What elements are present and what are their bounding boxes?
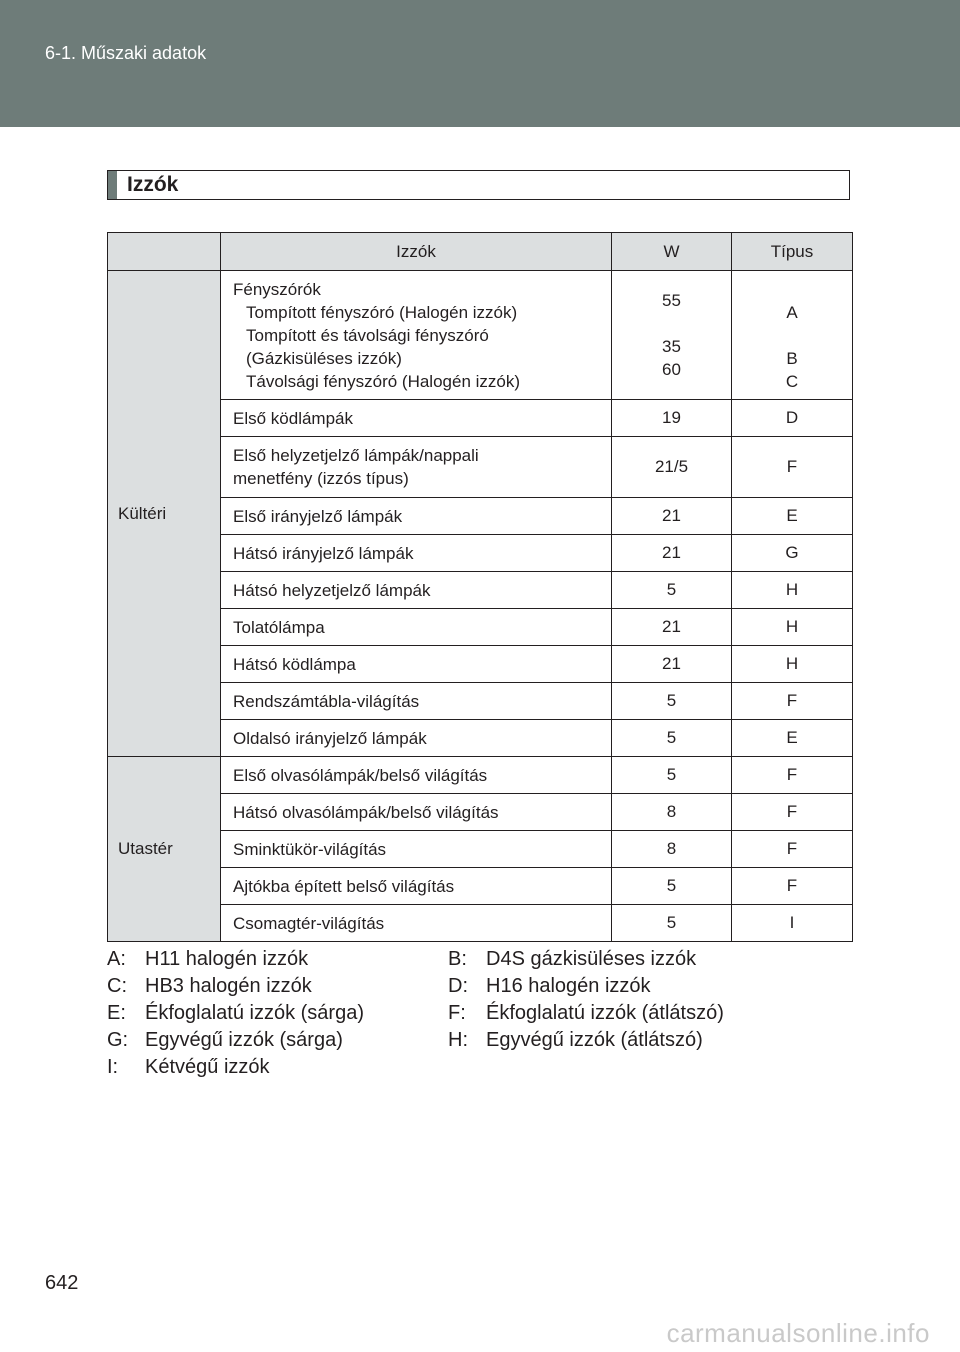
bulb-name: Csomagtér-világítás xyxy=(221,905,612,942)
bulb-type: H xyxy=(732,572,853,609)
bulb-type: F xyxy=(732,683,853,720)
bulb-name: Hátsó ködlámpa xyxy=(221,646,612,683)
bulb-name: Hátsó olvasólámpák/belső világítás xyxy=(221,794,612,831)
column-header-group xyxy=(108,233,221,271)
watt-line xyxy=(612,312,731,335)
page-number: 642 xyxy=(45,1272,79,1294)
legend-key: H: xyxy=(448,1029,468,1051)
column-header-type: Típus xyxy=(732,233,853,271)
watt-line: 55 xyxy=(662,291,681,310)
bulb-name: Első ködlámpák xyxy=(221,400,612,437)
bulb-name: Hátsó irányjelző lámpák xyxy=(221,535,612,572)
table-row xyxy=(108,271,853,400)
bulb-type xyxy=(732,271,853,400)
legend-text: Kétvégű izzók xyxy=(145,1056,270,1078)
bulb-name: Első irányjelző lámpák xyxy=(221,498,612,535)
bulb-type: I xyxy=(732,905,853,942)
bulb-watt: 21 xyxy=(612,535,732,572)
watt-line: 35 xyxy=(662,337,681,356)
legend-key: E: xyxy=(107,1002,126,1024)
type-line xyxy=(732,278,852,301)
bulb-watt: 5 xyxy=(612,572,732,609)
bulb-name-line: (Gázkisüléses izzók) xyxy=(246,348,402,368)
group-label-interior: Utastér xyxy=(108,757,221,942)
legend-text: Egyvégű izzók (sárga) xyxy=(145,1029,343,1051)
legend-text: Ékfoglalatú izzók (sárga) xyxy=(145,1002,364,1024)
bulb-type: F xyxy=(732,831,853,868)
bulb-name-line: Távolsági fényszóró (Halogén izzók) xyxy=(246,371,521,391)
bulb-watt: 21/5 xyxy=(612,437,732,498)
bulb-name-line: Tompított fényszóró (Halogén izzók) xyxy=(246,302,518,322)
bulb-watt: 21 xyxy=(612,646,732,683)
legend-text: D4S gázkisüléses izzók xyxy=(486,948,697,970)
bulb-type: H xyxy=(732,609,853,646)
bulb-name: Hátsó helyzetjelző lámpák xyxy=(221,572,612,609)
bulb-type: E xyxy=(732,720,853,757)
section-heading xyxy=(107,170,850,200)
legend-key: C: xyxy=(107,975,127,997)
bulb-name: Rendszámtábla-világítás xyxy=(221,683,612,720)
bulb-watt: 5 xyxy=(612,905,732,942)
column-header-bulbs: Izzók xyxy=(221,233,612,271)
bulb-watt: 5 xyxy=(612,720,732,757)
bulb-watt: 19 xyxy=(612,400,732,437)
legend-item xyxy=(107,1056,270,1079)
bulb-watt: 8 xyxy=(612,831,732,868)
bulb-table xyxy=(107,232,853,942)
type-line: A xyxy=(786,302,798,322)
column-header-watt: W xyxy=(612,233,732,271)
bulb-watt: 21 xyxy=(612,609,732,646)
legend-key: I: xyxy=(107,1056,119,1078)
bulb-type: F xyxy=(732,757,853,794)
legend-item xyxy=(448,948,696,971)
legend-item xyxy=(448,1002,724,1025)
bulb-watt: 5 xyxy=(612,757,732,794)
bulb-name: Első olvasólámpák/belső világítás xyxy=(221,757,612,794)
page-header xyxy=(0,0,960,127)
bulb-name xyxy=(221,437,612,498)
bulb-type: H xyxy=(732,646,853,683)
type-line: C xyxy=(785,371,799,391)
bulb-name-line: Első helyzetjelző lámpák/nappali xyxy=(233,446,479,465)
chapter-title: 6-1. Műszaki adatok xyxy=(45,43,207,63)
legend-key: D: xyxy=(448,975,468,997)
bulb-type: D xyxy=(732,400,853,437)
legend-key: B: xyxy=(448,948,467,970)
bulb-type: G xyxy=(732,535,853,572)
bulb-name-line: menetfény (izzós típus) xyxy=(233,469,409,488)
bulb-name xyxy=(221,271,612,400)
bulb-watt: 5 xyxy=(612,868,732,905)
bulb-name: Ajtókba épített belső világítás xyxy=(221,868,612,905)
legend-key: F: xyxy=(448,1002,466,1024)
type-line xyxy=(732,324,852,347)
bulb-watt xyxy=(612,271,732,400)
bulb-name: Sminktükör-világítás xyxy=(221,831,612,868)
table-row xyxy=(108,757,853,794)
legend-item xyxy=(107,948,308,971)
bulb-watt: 5 xyxy=(612,683,732,720)
bulb-type: F xyxy=(732,868,853,905)
bulb-watt: 21 xyxy=(612,498,732,535)
bulb-watt: 8 xyxy=(612,794,732,831)
bulb-type: F xyxy=(732,794,853,831)
bulb-name: Oldalsó irányjelző lámpák xyxy=(221,720,612,757)
legend-item xyxy=(448,975,651,998)
type-line: B xyxy=(786,348,798,368)
legend-item xyxy=(107,1002,364,1025)
bulb-type: F xyxy=(732,437,853,498)
legend-text: HB3 halogén izzók xyxy=(145,975,312,997)
watt-line: 60 xyxy=(662,360,681,379)
legend-key: A: xyxy=(107,948,126,970)
watermark: carmanualsonline.info xyxy=(666,1318,930,1348)
section-heading-accent xyxy=(108,171,117,199)
legend-key: G: xyxy=(107,1029,129,1051)
section-heading-text: Izzók xyxy=(127,173,179,196)
legend-item xyxy=(448,1029,703,1052)
legend-text: Ékfoglalatú izzók (átlátszó) xyxy=(486,1002,724,1024)
table-header-row xyxy=(108,233,853,271)
bulb-name: Tolatólámpa xyxy=(221,609,612,646)
group-label-exterior: Kültéri xyxy=(108,271,221,757)
legend-text: H11 halogén izzók xyxy=(145,948,309,970)
legend-item xyxy=(107,975,312,998)
legend-text: H16 halogén izzók xyxy=(486,975,651,997)
bulb-name-line: Fényszórók xyxy=(233,279,321,299)
bulb-name-line: Tompított és távolsági fényszóró xyxy=(246,325,489,345)
legend-item xyxy=(107,1029,343,1052)
legend-text: Egyvégű izzók (átlátszó) xyxy=(486,1029,703,1051)
bulb-type: E xyxy=(732,498,853,535)
